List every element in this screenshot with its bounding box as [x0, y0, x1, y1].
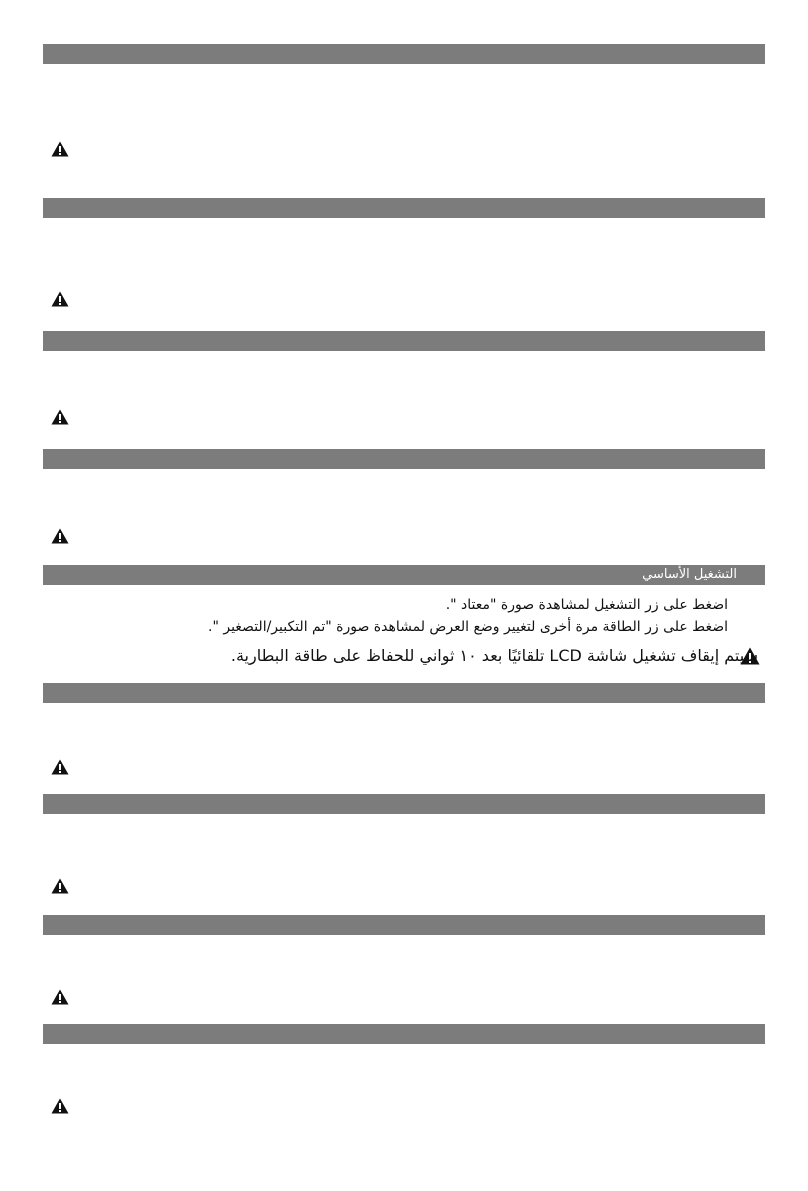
section-header-bar — [43, 794, 765, 814]
section-header-bar — [43, 198, 765, 218]
section-header-bar — [43, 44, 765, 64]
lcd-warning-text: سيتم إيقاف تشغيل شاشة LCD تلقائيًا بعد ١٠ ثواني للحفاظ على طاقة البطارية. — [230, 646, 758, 665]
section-header-bar — [43, 683, 765, 703]
warning-triangle-icon — [51, 989, 69, 1005]
instruction-line-1: اضغط على زر التشغيل لمشاهدة صورة "معتاد ". — [445, 597, 728, 613]
warning-triangle-icon — [51, 141, 69, 157]
warning-triangle-icon — [51, 759, 69, 775]
warning-triangle-icon — [51, 291, 69, 307]
section-header-bar — [43, 449, 765, 469]
section-title-basic-operation: التشغيل الأساسي — [642, 567, 737, 582]
section-header-bar — [43, 565, 765, 585]
section-header-bar — [43, 331, 765, 351]
warning-triangle-icon — [51, 1098, 69, 1114]
warning-triangle-icon — [51, 528, 69, 544]
warning-triangle-icon — [51, 878, 69, 894]
instruction-line-2: اضغط على زر الطاقة مرة أخرى لتغيير وضع العرض لمشاهدة صورة "تم التكبير/التصغير ". — [208, 619, 728, 635]
warning-triangle-icon — [51, 409, 69, 425]
section-header-bar — [43, 1024, 765, 1044]
section-header-bar — [43, 915, 765, 935]
